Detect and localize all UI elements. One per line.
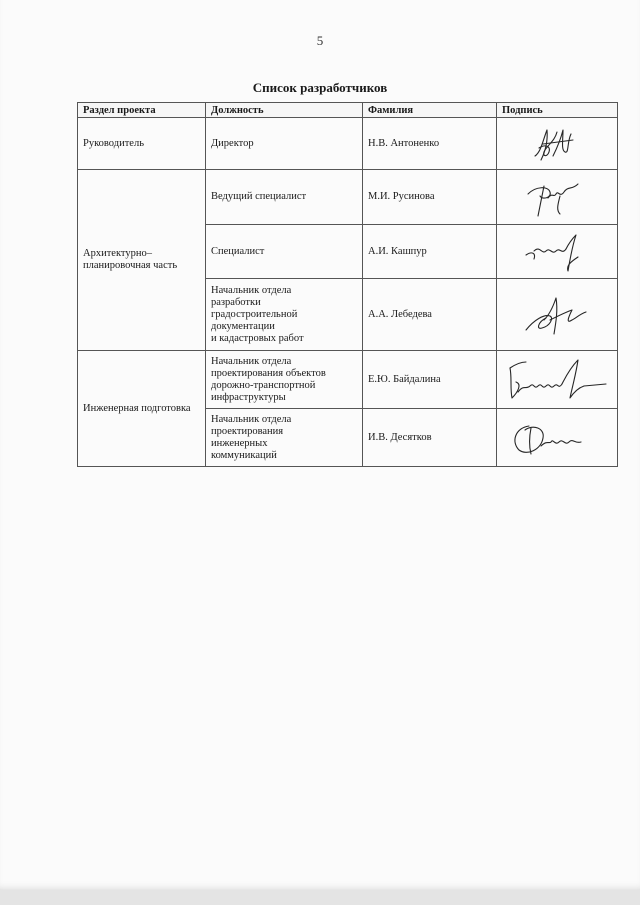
position-cell: Ведущий специалист xyxy=(206,170,363,225)
header-signature: Подпись xyxy=(497,103,618,118)
position-line: инженерных xyxy=(211,437,268,449)
position-line: коммуникаций xyxy=(211,449,277,461)
scan-bottom-edge xyxy=(0,890,640,905)
section-cell: Инженерная подготовка xyxy=(78,351,206,467)
section-cell: Архитектурно–планировочная часть xyxy=(78,170,206,351)
signature-cell xyxy=(497,118,618,170)
position-line: Начальник отдела xyxy=(211,355,292,367)
position-cell xyxy=(206,279,363,351)
position-cell xyxy=(206,351,363,409)
position-line: и кадастровых работ xyxy=(211,332,304,344)
signature-baidalina xyxy=(502,354,614,406)
table-row xyxy=(78,118,618,170)
position-line: проектирования xyxy=(211,425,284,437)
table-row xyxy=(78,351,618,409)
developers-table xyxy=(77,102,618,467)
signature-rusinova xyxy=(522,174,592,220)
page-number: 5 xyxy=(316,33,324,48)
signature-cell xyxy=(497,225,618,279)
surname-cell: Е.Ю. Байдалина xyxy=(363,351,497,409)
signature-cell xyxy=(497,170,618,225)
signature-cell xyxy=(497,351,618,409)
header-surname: Фамилия xyxy=(363,103,497,118)
position-line: дорожно-транспортной xyxy=(211,379,316,391)
position-line: градостроительной xyxy=(211,308,298,320)
signature-kashpur xyxy=(522,229,592,275)
position-line: инфраструктуры xyxy=(211,391,286,403)
position-line: разработки xyxy=(211,296,261,308)
table-header-row xyxy=(78,103,618,118)
signature-cell xyxy=(497,409,618,467)
position-line: документации xyxy=(211,320,275,332)
position-cell: Директор xyxy=(206,118,363,170)
signature-cell xyxy=(497,279,618,351)
surname-cell: А.А. Лебедева xyxy=(363,279,497,351)
position-line: Начальник отдела xyxy=(211,413,292,425)
position-cell xyxy=(206,409,363,467)
page-title: Список разработчиков xyxy=(252,80,388,95)
signature-desyatkov xyxy=(507,414,607,462)
table-row xyxy=(78,170,618,225)
header-section: Раздел проекта xyxy=(78,103,206,118)
section-cell: Руководитель xyxy=(78,118,206,170)
position-line: Начальник отдела xyxy=(211,284,292,296)
position-cell: Специалист xyxy=(206,225,363,279)
surname-cell: А.И. Кашпур xyxy=(363,225,497,279)
surname-cell: Н.В. Антоненко xyxy=(363,118,497,170)
surname-cell: И.В. Десятков xyxy=(363,409,497,467)
surname-cell: М.И. Русинова xyxy=(363,170,497,225)
signature-antonenko xyxy=(527,122,587,166)
position-line: проектирования объектов xyxy=(211,367,326,379)
header-position: Должность xyxy=(206,103,363,118)
signature-lebedeva xyxy=(520,290,594,340)
